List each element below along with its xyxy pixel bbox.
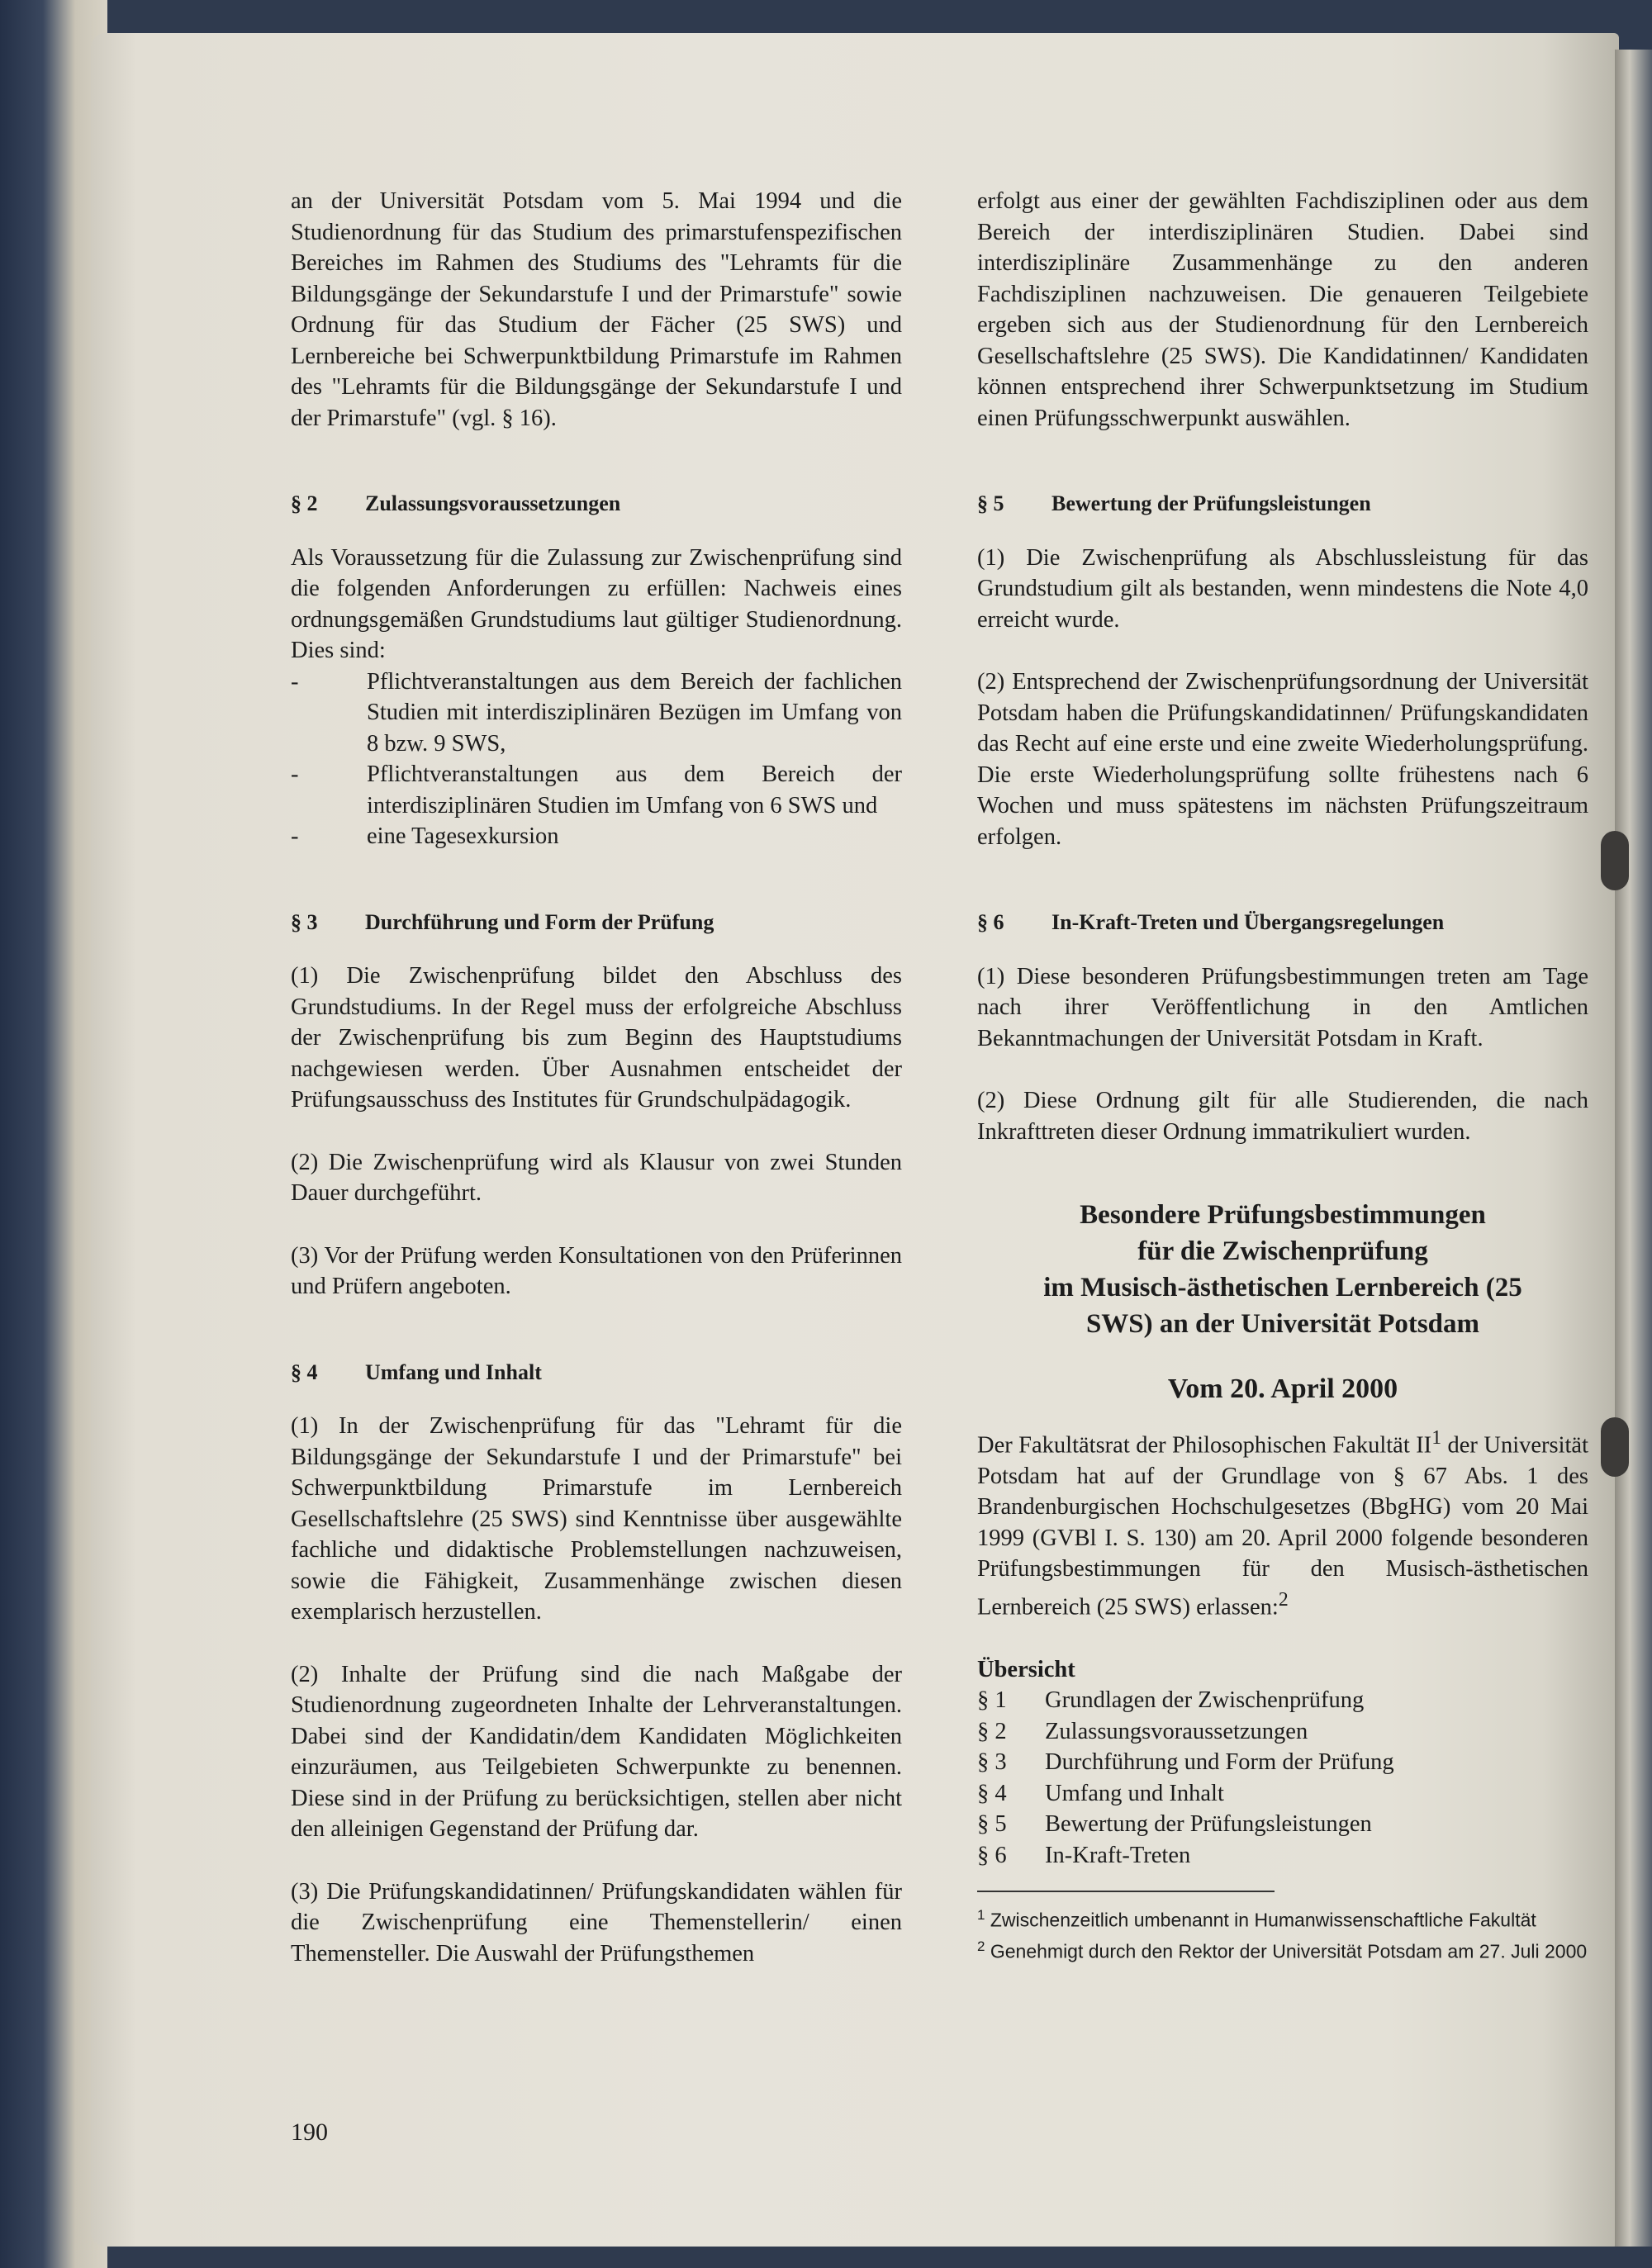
section-title: Durchführung und Form der Prüfung: [365, 909, 714, 934]
toc-item: § 5 Bewertung der Prüfungsleistungen: [977, 1811, 1372, 1837]
list-item: - eine Tagesexkursion: [291, 823, 559, 849]
paragraph: (3) Vor der Prüfung werden Konsultationen von den Prüferinnen und Prüfern angeboten.: [291, 1242, 902, 1299]
section-5-heading: [977, 488, 1588, 520]
section-3-heading: [291, 907, 902, 938]
section-number: § 5: [977, 491, 1004, 515]
toc-item: § 1 Grundlagen der Zwischenprüfung: [977, 1687, 1365, 1713]
section-title: Bewertung der Prüfungsleistungen: [1051, 491, 1371, 515]
section-number: § 3: [291, 909, 318, 934]
section-6-heading: [977, 907, 1588, 938]
toc-item: § 2 Zulassungsvoraussetzungen: [977, 1718, 1308, 1744]
paragraph: (1) Die Zwischenprüfung bildet den Abschluss des Grundstudiums. In der Regel muss der erfolgreiche Abschluss der Zwischenprüfung bis zum Beginn des Hauptstudiums nachgewiesen werden. Über Ausnahmen entscheidet der Prüfungsausschuss des Institutes für Grundschulpädagogik.: [291, 963, 902, 1113]
section-4-heading: [291, 1357, 902, 1388]
toc-item: § 4 Umfang und Inhalt: [977, 1780, 1224, 1806]
paragraph: (2) Entsprechend der Zwischenprüfungsordnung der Universität Potsdam haben die Prüfungskandidatinnen/ Prüfungskandidaten das Recht auf eine erste und eine zweite Wiederholungsprüfung. Die erste Wiederholungsprüfung sollte frühestens nach 6 Wochen und muss spätestens im nächsten Prüfungszeitraum erfolgen.: [977, 669, 1588, 850]
section-number: § 2: [291, 491, 318, 515]
list-item: - Pflichtveranstaltungen aus dem Bereich der interdisziplinären Studien im Umfang von 6 SWS und: [291, 762, 902, 818]
left-column: [291, 186, 902, 1969]
paragraph: erfolgt aus einer der gewählten Fachdisziplinen oder aus dem Bereich der interdisziplinären Studien. Dabei sind interdisziplinäre Zusammenhänge zu den anderen Fachdisziplinen nachzuweisen. Die genaueren Teilgebiete ergeben sich aus der Studienordnung für den Lernbereich Gesellschaftslehre (25 SWS). Die Kandidatinnen/ Kandidaten können entsprechend ihrer Schwerpunktsetzung im Studium einen Prüfungsschwerpunkt auswählen.: [977, 188, 1588, 431]
paragraph: (1) Diese besonderen Prüfungsbestimmungen treten am Tage nach ihrer Veröffentlichung in den Amtlichen Bekanntmachungen der Universität Potsdam in Kraft.: [977, 963, 1588, 1051]
punch-hole-top: [1601, 831, 1629, 890]
section-number: § 6: [977, 910, 1004, 934]
toc-heading: Übersicht: [977, 1656, 1075, 1682]
paragraph: (1) In der Zwischenprüfung für das "Lehramt für die Bildungsgänge der Sekundarstufe I und der Primarstufe" bei Schwerpunktbildung Primarstufe im Lernbereich Gesellschaftslehre (25 SWS) sind Kenntnisse über ausgewählte fachliche und didaktische Problemstellungen nachzuweisen, sowie die Fähigkeit, Zusammenhänge zwischen diesen exemplarisch herzustellen.: [291, 1413, 902, 1625]
footnote-2: $^2$ Genehmigt durch den Rektor der Universität Potsdam am 27. Juli 2000: [977, 1938, 1588, 1962]
section-title: In-Kraft-Treten und Übergangsregelungen: [1051, 910, 1445, 934]
paragraph: (2) Die Zwischenprüfung wird als Klausur von zwei Stunden Dauer durchgeführt.: [291, 1149, 902, 1206]
punch-hole-bottom: [1601, 1417, 1629, 1477]
list-item: - Pflichtveranstaltungen aus dem Bereich der fachlichen Studien mit interdisziplinären Bezügen im Umfang von 8 bzw. 9 SWS,: [291, 668, 902, 757]
toc-item: § 3 Durchführung und Form der Prüfung: [977, 1749, 1394, 1775]
toc-item: § 6 In-Kraft-Treten: [977, 1842, 1191, 1868]
page-stack-edge: [1615, 50, 1652, 2247]
page-number: 190: [291, 2119, 328, 2146]
section-2-heading: [291, 488, 902, 520]
right-column: [977, 186, 1588, 1964]
intro-paragraph: an der Universität Potsdam vom 5. Mai 1994 und die Studienordnung für das Studium des primarstufenspezifischen Bereiches im Rahmen des Studiums des "Lehramts für die Bildungsgänge der Sekundarstufe I und der Primarstufe" sowie Ordnung für das Studium der Fächer (25 SWS) und Lernbereiche bei Schwerpunktbildung Primarstufe im Rahmen des "Lehramts für die Bildungsgänge der Sekundarstufe I und der Primarstufe" (vgl. § 16).: [291, 188, 902, 431]
section-title: Umfang und Inhalt: [365, 1359, 542, 1384]
paragraph: Als Voraussetzung für die Zulassung zur Zwischenprüfung sind die folgenden Anforderungen zu erfüllen: Nachweis eines ordnungsgemäßen Grundstudiums laut gültiger Studienordnung. Dies sind:: [291, 544, 902, 663]
paragraph: (2) Diese Ordnung gilt für alle Studierenden, die nach Inkrafttreten dieser Ordnung immatrikuliert wurden.: [977, 1088, 1588, 1145]
section-title: Zulassungsvoraussetzungen: [365, 491, 621, 515]
preamble: Der Fakultätsrat der Philosophischen Fakultät $II^1$ der Universität Potsdam hat auf der Grundlage von § 67 Abs. 1 des Brandenburgischen Hochschulgesetzes (BbgHG) vom 20 Mai 1999 (GVBl I. S. 130) am 20. April 2000 folgende besonderen Prüfungsbestimmungen für den Musisch-ästhetischen Lernbereich (25 SWS) erlassen:$^2$: [977, 1426, 1589, 1620]
document-title: Besondere Prüfungsbestimmungen für die Zwischenprüfung im Musisch-ästhetischen Lernbereich (25 SWS) an der Universität Potsdam: [1043, 1200, 1522, 1339]
footnote-rule: [977, 1891, 1275, 1892]
paragraph: (3) Die Prüfungskandidatinnen/ Prüfungskandidaten wählen für die Zwischenprüfung eine Themenstellerin/ einen Themensteller. Die Auswahl der Prüfungsthemen: [291, 1878, 902, 1967]
footnote-1: $^1$ Zwischenzeitlich umbenannt in Humanwissenschaftliche Fakultät: [977, 1907, 1536, 1931]
paragraph: (2) Inhalte der Prüfung sind die nach Maßgabe der Studienordnung zugeordneten Inhalte der Lehrveranstaltungen. Dabei sind der Kandidatin/dem Kandidaten Möglichkeiten einzuräumen, aus Teilgebieten Schwerpunkte zu benennen. Diese sind in der Prüfung zu berücksichtigen, stellen aber nicht den alleinigen Gegenstand der Prüfung dar.: [291, 1661, 902, 1842]
paragraph: (1) Die Zwischenprüfung als Abschlussleistung für das Grundstudium gilt als bestanden, wenn mindestens die Note 4,0 erreicht wurde.: [977, 544, 1588, 633]
document-date: Vom 20. April 2000: [1167, 1374, 1398, 1404]
section-number: § 4: [291, 1359, 318, 1384]
